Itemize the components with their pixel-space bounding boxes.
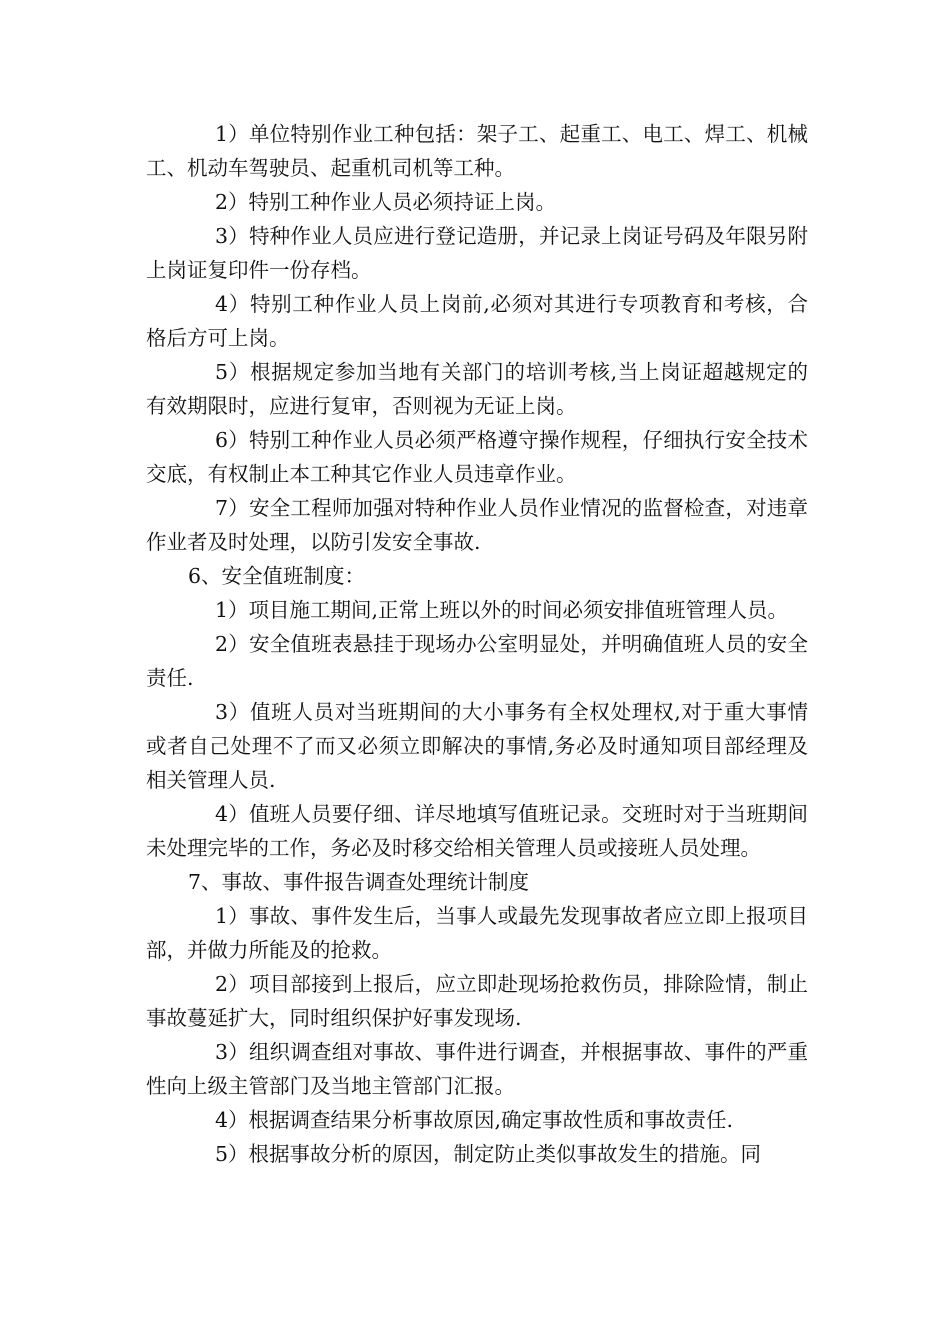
paragraph: 1）事故、事件发生后，当事人或最先发现事故者应立即上报项目部，并做力所能及的抢救。 <box>146 904 808 962</box>
paragraph: 3）特种作业人员应进行登记造册，并记录上岗证号码及年限另附上岗证复印件一份存档。 <box>146 224 808 282</box>
section-heading: 7、事故、事件报告调查处理统计制度 <box>188 870 530 894</box>
paragraph: 3）值班人员对当班期间的大小事务有全权处理权,对于重大事情或者自己处理不了而又必须立即解决的事情,务必及时通知项目部经理及相关管理人员. <box>146 700 808 792</box>
paragraph: 2）安全值班表悬挂于现场办公室明显处，并明确值班人员的安全责任. <box>146 632 808 690</box>
paragraph: 1）单位特别作业工种包括：架子工、起重工、电工、焊工、机械工、机动车驾驶员、起重机司机等工种。 <box>146 122 808 180</box>
paragraph: 4）根据调查结果分析事故原因,确定事故性质和事故责任. <box>215 1108 734 1132</box>
paragraph: 7）安全工程师加强对特种作业人员作业情况的监督检查，对违章作业者及时处理，以防引发安全事故. <box>146 496 808 554</box>
paragraph: 1）项目施工期间,正常上班以外的时间必须安排值班管理人员。 <box>215 598 789 622</box>
paragraph: 2）项目部接到上报后，应立即赴现场抢救伤员，排除险情，制止事故蔓延扩大，同时组织保护好事发现场. <box>146 972 808 1030</box>
paragraph: 4）特别工种作业人员上岗前,必须对其进行专项教育和考核，合格后方可上岗。 <box>146 292 808 350</box>
paragraph: 5）根据规定参加当地有关部门的培训考核,当上岗证超越规定的有效期限时，应进行复审，否则视为无证上岗。 <box>146 360 808 418</box>
document-body <box>146 117 808 1171</box>
paragraph: 5）根据事故分析的原因，制定防止类似事故发生的措施。同 <box>215 1142 762 1166</box>
paragraph: 2）特别工种作业人员必须持证上岗。 <box>215 190 557 214</box>
paragraph: 3）组织调查组对事故、事件进行调查，并根据事故、事件的严重性向上级主管部门及当地主管部门汇报。 <box>146 1040 808 1098</box>
section-heading: 6、安全值班制度： <box>188 564 366 588</box>
paragraph: 4）值班人员要仔细、详尽地填写值班记录。交班时对于当班期间未处理完毕的工作，务必及时移交给相关管理人员或接班人员处理。 <box>146 802 808 860</box>
paragraph: 6）特别工种作业人员必须严格遵守操作规程，仔细执行安全技术交底，有权制止本工种其它作业人员违章作业。 <box>146 428 808 486</box>
